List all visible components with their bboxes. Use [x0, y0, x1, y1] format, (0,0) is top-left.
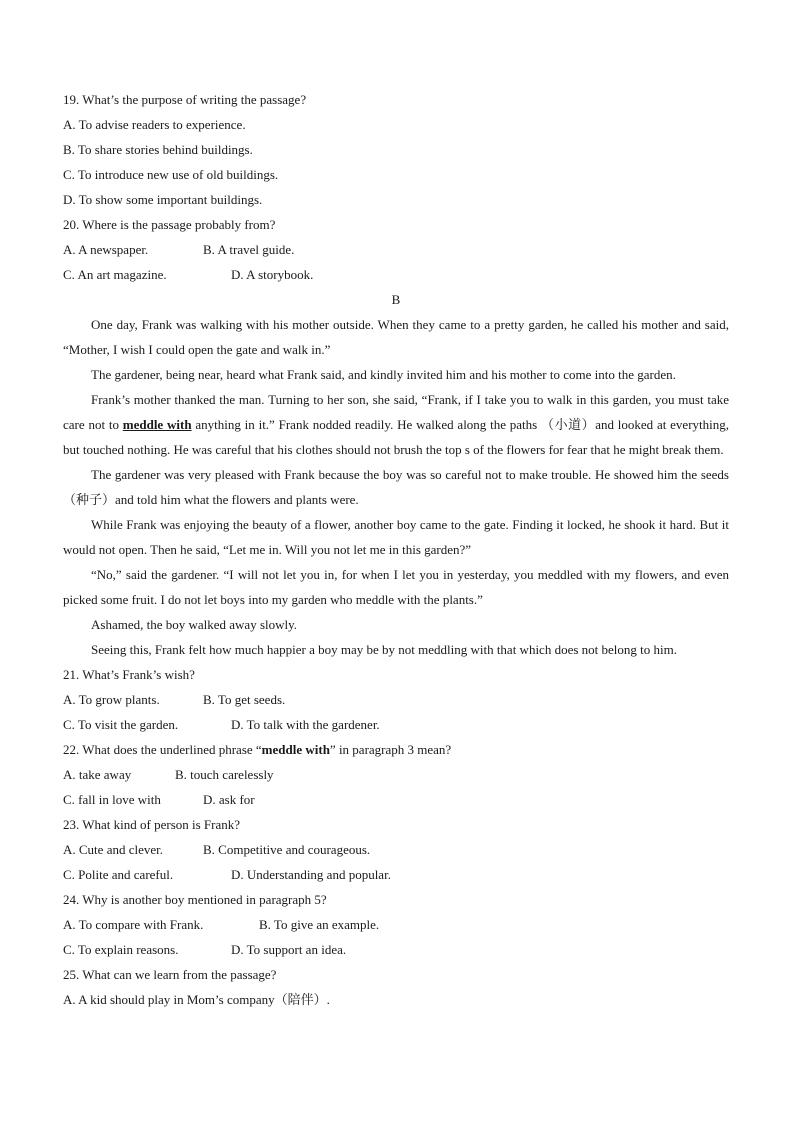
q19-option-c: C. To introduce new use of old buildings.: [63, 167, 279, 182]
passage-paragraph-8: Seeing this, Frank felt how much happier a boy may be by not meddling with that which does not belong to him.: [91, 642, 677, 657]
q22-keyword: meddle with: [261, 742, 330, 757]
question-20: 20. Where is the passage probably from?: [63, 217, 276, 232]
q20-option-d: D. A storybook.: [231, 267, 314, 282]
passage-paragraph-5: While Frank was enjoying the beauty of a flower, another boy came to the gate. Finding it locked, he shook it hard. But it would not open. Then he said, “Let me in. Will you not let me in this garden?”: [63, 517, 729, 557]
underlined-phrase: meddle with: [122, 417, 192, 432]
q21-option-a: A. To grow plants.: [63, 692, 160, 707]
passage-paragraph-4: The gardener was very pleased with Frank because the boy was so careful not to make trouble. He showed him the seeds（种子）and told him what the flowers and plants were.: [63, 467, 729, 507]
q20-option-c: C. An art magazine.: [63, 267, 167, 282]
passage-paragraph-6: “No,” said the gardener. “I will not let you in, for when I let you in yesterday, you meddled with my flowers, and even picked some fruit. I do not let boys into my garden who meddle with the plants.”: [63, 567, 729, 607]
q22-options-row-2: [63, 787, 729, 812]
question-21: 21. What’s Frank’s wish?: [63, 667, 195, 682]
passage-paragraph-1: One day, Frank was walking with his mother outside. When they came to a pretty garden, he called his mother and said, “Mother, I wish I could open the gate and walk in.”: [63, 317, 729, 357]
q19-option-a: A. To advise readers to experience.: [63, 117, 246, 132]
q24-options-row-2: [63, 937, 729, 962]
q23-option-d: D. Understanding and popular.: [231, 867, 391, 882]
question-19: 19. What’s the purpose of writing the passage?: [63, 92, 307, 107]
section-label: B: [391, 292, 401, 307]
q21-options-row-1: [63, 687, 729, 712]
q21-option-c: C. To visit the garden.: [63, 717, 179, 732]
q22-option-b: B. touch carelessly: [175, 767, 274, 782]
question-22: [63, 737, 729, 762]
q21-option-d: D. To talk with the gardener.: [231, 717, 380, 732]
passage-paragraph-3: [63, 387, 729, 462]
q21-options-row-2: [63, 712, 729, 737]
exam-page: [63, 87, 729, 1012]
q20-options-row-2: [63, 262, 729, 287]
question-23: 23. What kind of person is Frank?: [63, 817, 241, 832]
q20-option-b: B. A travel guide.: [203, 242, 295, 257]
q23-options-row-2: [63, 862, 729, 887]
q22-text-start: 22. What does the underlined phrase “: [63, 742, 262, 757]
passage-paragraph-2: The gardener, being near, heard what Frank said, and kindly invited him and his mother to come into the garden.: [91, 367, 676, 382]
q22-option-c: C. fall in love with: [63, 792, 161, 807]
paragraph-3-text-start: Frank’s mother thanked the man. Turning to her son, she said, “Frank, if I take you to walk in this garden, you must take care not to: [63, 392, 729, 432]
q24-option-b: B. To give an example.: [259, 917, 380, 932]
q21-option-b: B. To get seeds.: [203, 692, 286, 707]
paragraph-3-text-end: anything in it.” Frank nodded readily. He walked along the paths （小道）and looked at everything, but touched nothing. He was careful that his clothes should not brush the top s of the flowers for fear that he might break them.: [63, 417, 729, 457]
q23-option-c: C. Polite and careful.: [63, 867, 174, 882]
q20-options-row-1: [63, 237, 729, 262]
q22-options-row-1: [63, 762, 729, 787]
q19-option-d: D. To show some important buildings.: [63, 192, 263, 207]
q23-option-b: B. Competitive and courageous.: [203, 842, 371, 857]
q25-option-a: A. A kid should play in Mom’s company（陪伴）.: [63, 992, 330, 1007]
q24-option-d: D. To support an idea.: [231, 942, 347, 957]
q23-option-a: A. Cute and clever.: [63, 842, 163, 857]
passage-paragraph-7: Ashamed, the boy walked away slowly.: [91, 617, 298, 632]
q22-option-d: D. ask for: [203, 792, 255, 807]
q23-options-row-1: [63, 837, 729, 862]
q24-option-c: C. To explain reasons.: [63, 942, 179, 957]
question-25: 25. What can we learn from the passage?: [63, 967, 277, 982]
q24-option-a: A. To compare with Frank.: [63, 917, 204, 932]
question-24: 24. Why is another boy mentioned in paragraph 5?: [63, 892, 327, 907]
q19-option-b: B. To share stories behind buildings.: [63, 142, 253, 157]
q22-option-a: A. take away: [63, 767, 132, 782]
q24-options-row-1: [63, 912, 729, 937]
q22-text-end: ” in paragraph 3 mean?: [329, 742, 452, 757]
q20-option-a: A. A newspaper.: [63, 242, 149, 257]
